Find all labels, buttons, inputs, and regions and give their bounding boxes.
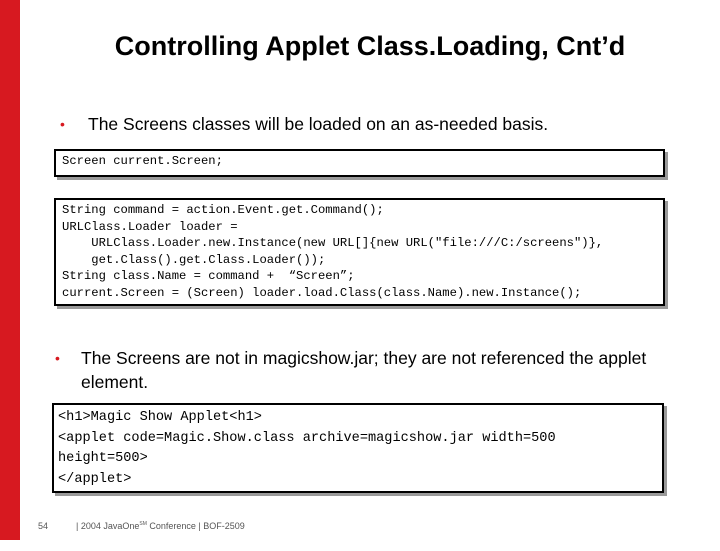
bullet-text-2: The Screens are not in magicshow.jar; they are not referenced the applet element. [81,348,647,392]
red-sidebar-bar [0,0,20,540]
code-line: <applet code=Magic.Show.class archive=magicshow.jar width=500 [58,430,556,446]
bullet-marker-icon: • [55,350,60,366]
code-line: String class.Name = command + “Screen”; [62,269,355,284]
slide-footer [38,521,245,551]
code-line: height=500> [58,451,148,467]
bullet-text-1: The Screens classes will be loaded on an as-needed basis. [88,114,549,134]
code-line: Screen current.Screen; [62,154,223,168]
footer-text-start: | 2004 JavaOne [76,521,140,531]
code-box-applet-html [52,403,664,493]
footer-text-end: Conference | BOF-2509 [146,521,245,531]
code-line: current.Screen = (Screen) loader.load.Class(class.Name).new.Instance(); [62,285,582,300]
bullet-point-1 [60,112,548,136]
bullet-point-2 [55,346,675,394]
code-line: String command = action.Event.get.Command(); [62,203,384,217]
slide-title: Controlling Applet Class.Loading, Cnt’d [114,31,626,61]
footer-conference-text [76,521,245,531]
bullet-marker-icon: • [60,116,65,132]
page-number: 54 [38,521,49,531]
code-line: URLClass.Loader loader = [62,219,238,234]
code-line: </applet> [58,471,132,487]
code-box-class-loader [54,198,665,306]
code-line: get.Class().get.Class.Loader()); [62,252,326,267]
code-line: <h1>Magic Show Applet<h1> [58,410,262,425]
code-line: URLClass.Loader.new.Instance(new URL[]{new URL("file:///C:/screens")}, [62,236,604,251]
footer-service-mark: SM [139,521,147,527]
code-box-screen-declaration [54,149,665,177]
